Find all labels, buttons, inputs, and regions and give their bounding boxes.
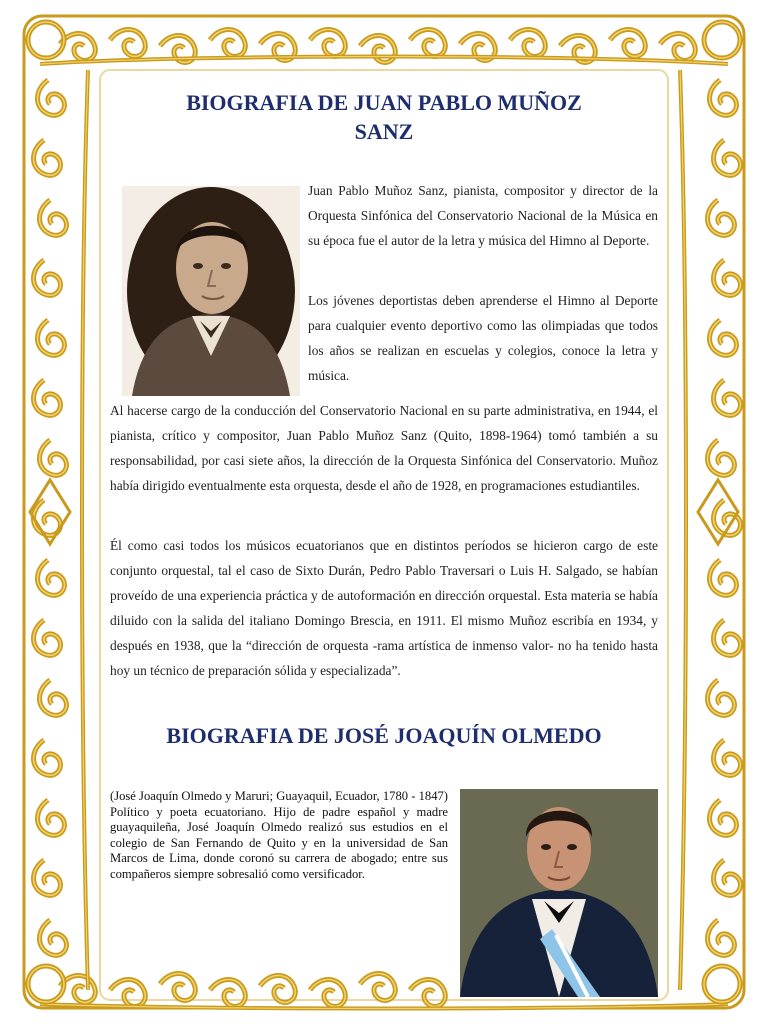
page-title-olmedo: BIOGRAFIA DE JOSÉ JOAQUÍN OLMEDO [166,723,602,748]
munoz-musicians-paragraph: Él como casi todos los músicos ecuatorianos que en distintos períodos se hicieron cargo de este conjunto orquestal, tal el caso de Sixto Durán, Pedro Pablo Traversari o Luis H. Salgado, se habían proveído de una experiencia práctica y de autoformación en dirección orquestal. Esta materia se había diluido con la salida del italiano Domingo Brescia, en 1911. El mismo Muñoz escribía en 1934, y después en 1938, que la “dirección de orquesta -rama artística de inmenso valor- no ha tenido hasta hoy un técnico de preparación sólida y especializada”. [110,538,658,678]
portrait-jose-joaquin-olmedo [460,789,658,997]
portrait-juan-pablo-munoz [122,186,300,396]
title-line-1: BIOGRAFIA DE JUAN PABLO MUÑOZ [186,90,582,115]
munoz-intro-paragraph: Juan Pablo Muñoz Sanz, pianista, compositor y director de la Orquesta Sinfónica del Conservatorio Nacional de la Música en su época fue el autor de la letra y música del Himno al Deporte. [308,183,658,248]
munoz-hymn-paragraph: Los jóvenes deportistas deben aprenderse el Himno al Deporte para cualquier evento deportivo como las olimpiadas que todos los años se realizan en escuelas y colegios, conoce la letra y música. [308,293,658,383]
olmedo-bio-paragraph: (José Joaquín Olmedo y Maruri; Guayaquil, Ecuador, 1780 - 1847) Político y poeta ecuatoriano. Hijo de padre español y madre guayaquileña, José Joaquín Olmedo realizó sus estudios en el colegio de San Fernando de Quito y en la universidad de San Marcos de Lima, donde coronó su carrera de abogado; entre sus compañeros siempre sobresalió como versificador. [110,789,448,881]
page-title-muñoz [120,88,648,146]
munoz-conservatory-paragraph: Al hacerse cargo de la conducción del Conservatorio Nacional en su parte administrativa, en 1944, el pianista, crítico y compositor, Juan Pablo Muñoz Sanz (Quito, 1898-1964) tomó también a su responsabilidad, por casi siete años, la dirección de la Orquesta Sinfónica del Conservatorio. Muñoz había dirigido eventualmente esta orquesta, desde el año de 1928, en programaciones estudiantiles. [110,403,658,493]
title-line-2: SANZ [354,119,414,144]
